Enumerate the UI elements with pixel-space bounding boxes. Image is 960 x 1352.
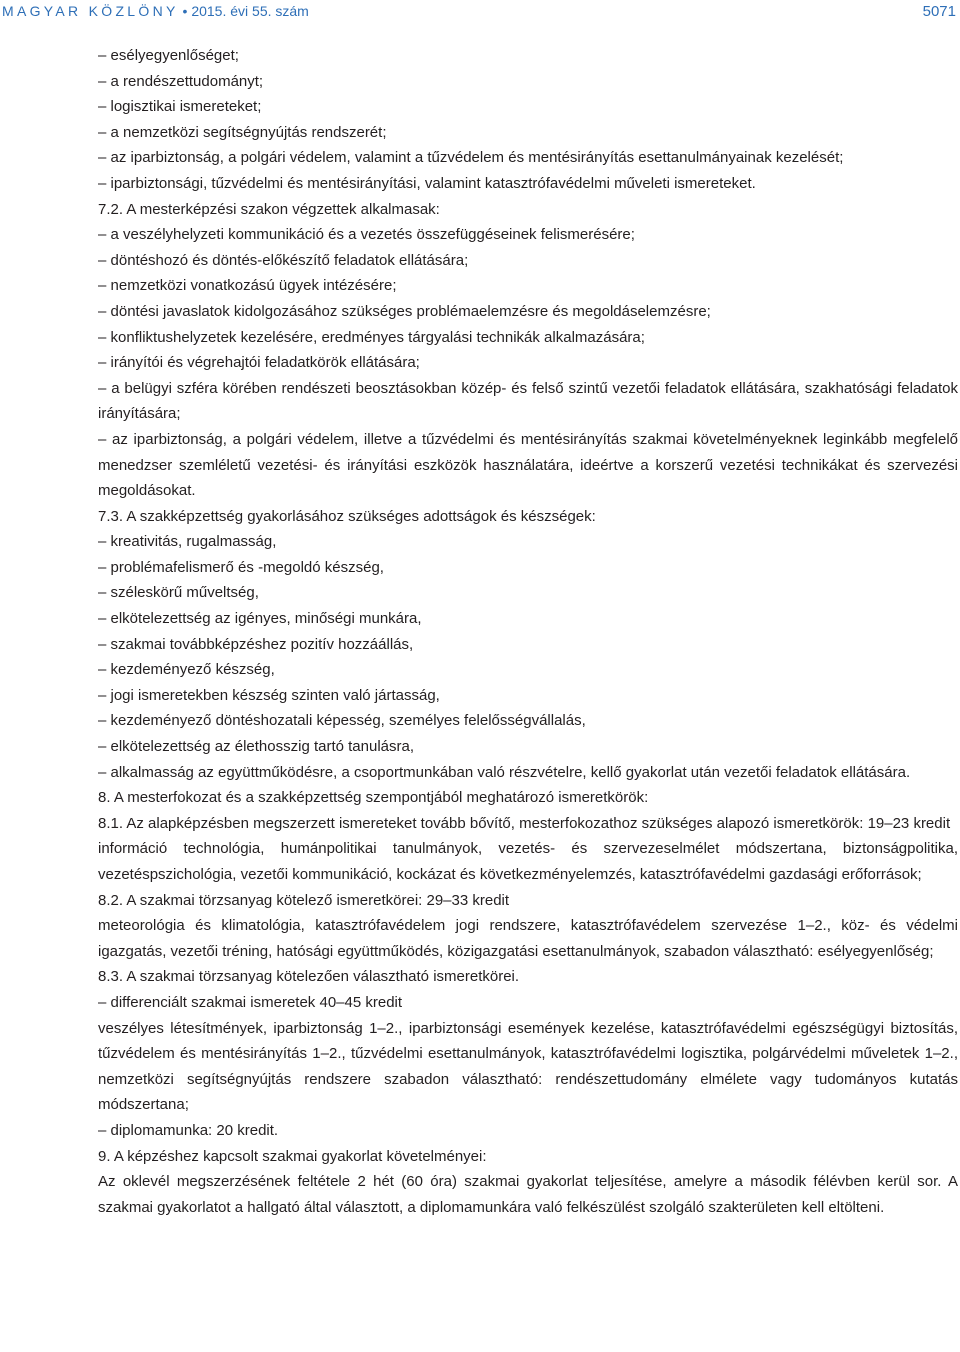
list-item: – a belügyi szféra körében rendészeti beosztásokban közép- és felső szintű vezetői feladatok ellátására, szakhatósági feladatok irányítására; (98, 379, 958, 423)
page-number: 5071 (922, 3, 956, 20)
page-header (0, 0, 960, 26)
list-item: – kezdeményező döntéshozatali képesség, személyes felelősségvállalás, (98, 712, 586, 730)
running-head (2, 3, 309, 19)
section-heading: 8.2. A szakmai törzsanyag kötelező ismeretkörei: 29–33 kredit (98, 891, 510, 909)
section-heading: 7.3. A szakképzettség gyakorlásához szükséges adottságok és készségek: (98, 507, 596, 525)
document-body (98, 43, 958, 1220)
list-item: – logisztikai ismereteket; (98, 98, 262, 116)
section-heading: 8.1. Az alapképzésben megszerzett ismereteket tovább bővítő, mesterfokozathoz szükséges alapozó ismeretkörök: 19–23 kredit (98, 814, 951, 832)
list-item: – az iparbiztonság, a polgári védelem, valamint a tűzvédelem és mentésirányítás esettanulmányainak kezelését; (98, 149, 844, 167)
paragraph: meteorológia és klimatológia, katasztrófavédelem jogi rendszere, katasztrófavédelem szervezése 1–2., köz- és védelmi igazgatás, vezetői tréning, hatósági együttműködés, közigazgatási esettanulmányok, szabadon választható: esélyegyenlőség; (98, 917, 958, 960)
header-separator: • (182, 3, 188, 19)
list-item: – elkötelezettség az igényes, minőségi munkára, (98, 610, 422, 628)
list-item: – döntéshozó és döntés-előkészítő feladatok ellátására; (98, 251, 469, 269)
paragraph: Az oklevél megszerzésének feltétele 2 hét (60 óra) szakmai gyakorlat teljesítése, amelyre a második félévben kerül sor. A szakmai gyakorlatot a hallgató által választott, a diplomamunkára való felkészülést szolgáló szakterületen kell eltölteni. (98, 1173, 958, 1216)
list-item: – nemzetközi vonatkozású ügyek intézésére; (98, 277, 397, 295)
section-heading: 7.2. A mesterképzési szakon végzettek alkalmasak: (98, 200, 440, 218)
gazette-title: MAGYAR KÖZLÖNY (2, 3, 179, 19)
list-item: – problémafelismerő és -megoldó készség, (98, 558, 384, 576)
paragraph: veszélyes létesítmények, iparbiztonság 1–2., iparbiztonsági események kezelése, katasztrófavédelmi egészségügyi biztosítás, tűzvédelem és mentésirányítás 1–2., tűzvédelmi esettanulmányok, katasztrófavédelmi logisztika, polgárvédelmi műveletek 1–2., nemzetközi segítségnyújtás rendszere szabadon választható: rendészettudomány elmélete vagy tudományos kutatás módszertana; (98, 1019, 958, 1114)
list-item: – szakmai továbbképzéshez pozitív hozzáállás, (98, 635, 414, 653)
issue-label: 2015. évi 55. szám (191, 3, 309, 19)
list-item: – széleskörű műveltség, (98, 584, 259, 602)
list-item: – elkötelezettség az élethosszig tartó tanulásra, (98, 738, 415, 756)
section-heading: 8.3. A szakmai törzsanyag kötelezően választható ismeretkörei. (98, 968, 520, 986)
list-item: – diplomamunka: 20 kredit. (98, 1121, 279, 1139)
list-item: – alkalmasság az együttműködésre, a csoportmunkában való részvételre, kellő gyakorlat után vezetői feladatok ellátására. (98, 763, 911, 781)
paragraph: információ technológia, humánpolitikai tanulmányok, vezetés- és szervezeselmélet módszertana, biztonságpolitika, vezetéspszichológia, vezetői kommunikáció, kockázat és következményelemzés, katasztrófavédelmi gazdasági erőforrások; (98, 840, 958, 883)
list-item: – esélyegyenlőséget; (98, 47, 239, 64)
list-item: – differenciált szakmai ismeretek 40–45 kredit (98, 993, 403, 1011)
list-item: – a nemzetközi segítségnyújtás rendszerét; (98, 123, 387, 141)
section-heading: 9. A képzéshez kapcsolt szakmai gyakorlat követelményei: (98, 1147, 487, 1165)
list-item: – irányítói és végrehajtói feladatkörök ellátására; (98, 354, 420, 372)
list-item: – iparbiztonsági, tűzvédelmi és mentésirányítási, valamint katasztrófavédelmi műveleti ismereteket. (98, 174, 756, 192)
list-item: – kezdeményező készség, (98, 661, 275, 679)
list-item: – döntési javaslatok kidolgozásához szükséges problémaelemzésre és megoldáselemzésre; (98, 302, 711, 320)
list-item: – konfliktushelyzetek kezelésére, eredményes tárgyalási technikák alkalmazására; (98, 328, 645, 346)
section-heading: 8. A mesterfokozat és a szakképzettség szempontjából meghatározó ismeretkörök: (98, 789, 649, 807)
list-item: – a rendészettudományt; (98, 72, 264, 90)
list-item: – jogi ismeretekben készség szinten való jártasság, (98, 686, 440, 704)
list-item: – a veszélyhelyzeti kommunikáció és a vezetés összefüggéseinek felismerésére; (98, 226, 635, 244)
list-item: – kreativitás, rugalmasság, (98, 533, 277, 551)
list-item: – az iparbiztonság, a polgári védelem, illetve a tűzvédelmi és mentésirányítás szakmai követelményeknek leginkább megfelelő menedzser szemléletű vezetési- és irányítási eszközök használatára, ideértve a korszerű vezetési technikákat és szervezési megoldásokat. (98, 430, 958, 500)
